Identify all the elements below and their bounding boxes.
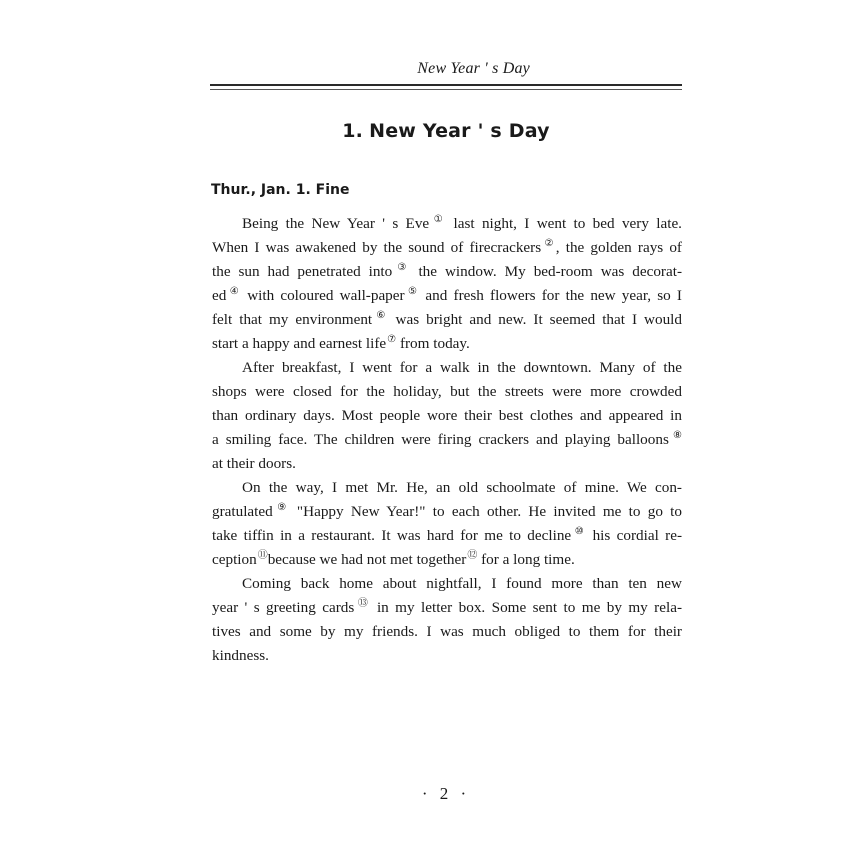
text-run: from today. [396, 335, 470, 352]
text-run: ed [212, 287, 227, 304]
text-run: , the golden rays of [555, 239, 682, 256]
footnote-marker: ⑥ [373, 310, 389, 321]
text-run: for a long time. [477, 551, 575, 568]
text-line [212, 236, 682, 260]
text-line [212, 260, 682, 284]
header-rule-thin [210, 89, 682, 90]
text-run: After breakfast, I went for a walk in the downtown. Many of the [242, 359, 682, 376]
text-line [212, 356, 682, 380]
text-line [212, 644, 682, 668]
text-run: with coloured wall-paper [241, 287, 405, 304]
text-run: the sun had penetrated into [212, 263, 393, 280]
page-number: · 2 · [421, 784, 471, 803]
chapter-number: 1. [342, 120, 364, 142]
text-line [212, 548, 682, 572]
text-run: felt that my environment [212, 311, 373, 328]
text-run: Being the New Year ' s Eve [242, 215, 430, 232]
text-line [212, 308, 682, 332]
text-run: start a happy and earnest life [212, 335, 387, 352]
text-run: Coming back home about nightfall, I found more than ten new [242, 575, 682, 592]
text-run: because we had not met together [267, 551, 467, 568]
text-line [212, 500, 682, 524]
text-line [212, 404, 682, 428]
text-run: at their doors. [212, 455, 296, 472]
text-line [212, 212, 682, 236]
running-header-title: New Year ' s Day [417, 60, 530, 77]
text-line [212, 620, 682, 644]
text-run: in my letter box. Some sent to me by my rela- [370, 599, 682, 616]
text-run: a smiling face. The children were firing crackers and playing balloons [212, 431, 669, 448]
text-line [212, 596, 682, 620]
text-run: kindness. [212, 647, 269, 664]
text-line [212, 332, 682, 356]
footnote-marker: ⑩ [572, 526, 587, 537]
footnote-marker: ⑦ [387, 334, 397, 345]
text-line [212, 476, 682, 500]
footnote-marker: ① [430, 214, 447, 225]
header-rule-thick [210, 84, 682, 86]
footnote-marker: ② [542, 238, 556, 249]
text-run: the window. My bed-room was decorat- [410, 263, 683, 280]
chapter-title-text: New Year ' s Day [369, 120, 550, 142]
text-line [212, 524, 682, 548]
text-run: When I was awakened by the sound of firecrackers [212, 239, 542, 256]
text-run: his cordial re- [586, 527, 682, 544]
text-run: was bright and new. It seemed that I would [388, 311, 682, 328]
text-run: "Happy New Year!" to each other. He invited me to go to [289, 503, 682, 520]
diary-body [212, 212, 682, 668]
footnote-marker: ③ [393, 262, 411, 273]
text-line [212, 284, 682, 308]
footnote-marker: ⑧ [669, 430, 682, 441]
text-run: year ' s greeting cards [212, 599, 355, 616]
paragraph [212, 212, 682, 356]
paragraph [212, 476, 682, 572]
text-run: than ordinary days. Most people wore their best clothes and appeared in [212, 407, 682, 424]
paragraph [212, 572, 682, 668]
text-run: and fresh flowers for the new year, so I [419, 287, 682, 304]
text-line [212, 428, 682, 452]
text-run: last night, I went to bed very late. [446, 215, 682, 232]
text-line [212, 452, 682, 476]
text-run: On the way, I met Mr. He, an old schoolmate of mine. We con- [242, 479, 682, 496]
text-run: shops were closed for the holiday, but the streets were more crowded [212, 383, 682, 400]
text-run: ception [212, 551, 257, 568]
running-header [210, 60, 682, 78]
text-line [212, 572, 682, 596]
entry-date: Thur., Jan. 1. Fine [211, 182, 350, 198]
footnote-marker: ⑫ [467, 550, 478, 561]
text-run: tives and some by my friends. I was much obliged to them for their [212, 623, 682, 640]
footnote-marker: ⑬ [355, 598, 371, 609]
chapter-title [210, 120, 682, 142]
text-run: take tiffin in a restaurant. It was hard for me to decline [212, 527, 572, 544]
footnote-marker: ⑪ [257, 550, 268, 561]
footnote-marker: ⑤ [405, 286, 420, 297]
footnote-marker: ⑨ [273, 502, 290, 513]
text-run: gratulated [212, 503, 273, 520]
footnote-marker: ④ [227, 286, 242, 297]
paragraph [212, 356, 682, 476]
text-line [212, 380, 682, 404]
